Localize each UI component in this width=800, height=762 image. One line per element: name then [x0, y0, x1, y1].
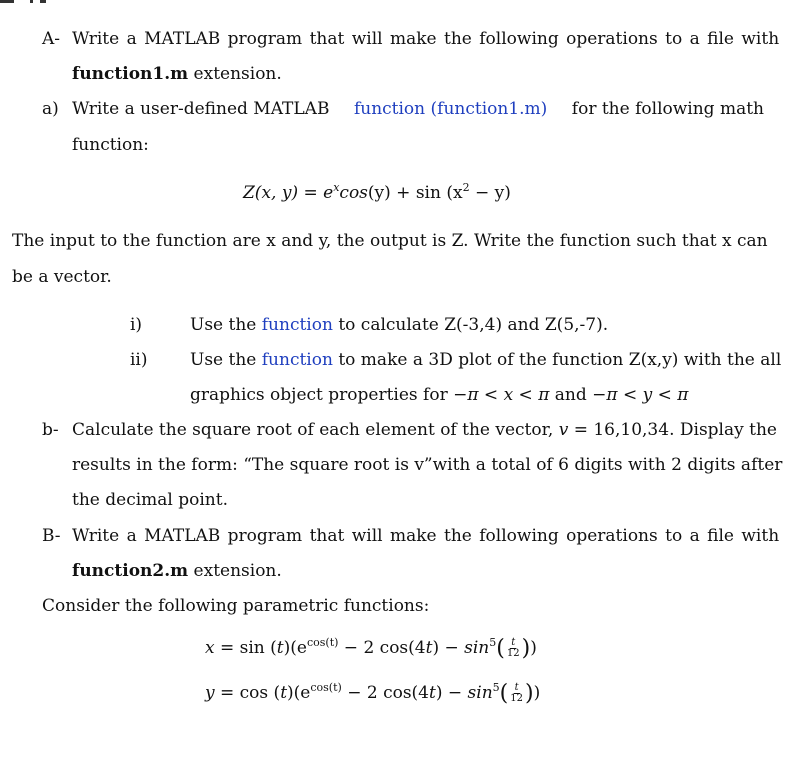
function1-link: function (function1.m)	[353, 99, 548, 119]
part-b-line1	[72, 419, 777, 441]
part-a-label: a)	[42, 99, 59, 119]
equation-y	[205, 682, 540, 705]
y-mid: )(e	[287, 683, 311, 703]
item-ii-function-link: function	[261, 350, 333, 370]
item-i-post: to calculate Z(-3,4) and Z(5,-7).	[332, 315, 609, 335]
item-i-function-link: function	[261, 315, 333, 335]
x-sin5: sin	[464, 638, 490, 658]
section-a-label: A-	[42, 29, 61, 49]
part-a-pre: Write a user-defined MATLAB	[72, 99, 330, 119]
y-lhs: y	[205, 683, 215, 703]
section-b-label: B-	[42, 526, 61, 546]
top-edge-mark	[40, 0, 46, 3]
item-ii-line2	[190, 384, 688, 406]
y-close-paren: )	[524, 681, 534, 706]
y-t2: t	[429, 683, 436, 703]
x-close: ) −	[432, 638, 465, 658]
y-minus: − 2 cos(4	[341, 683, 429, 703]
part-a-post: for the following math	[571, 99, 764, 119]
eq-tail: − y)	[469, 183, 511, 203]
y-open-paren: (	[499, 681, 509, 706]
x-t2: t	[425, 638, 433, 658]
x-mid: )(e	[283, 638, 307, 658]
y-close: ) −	[435, 683, 468, 703]
parametric-intro: Consider the following parametric functions:	[42, 596, 430, 616]
top-edge-mark	[0, 0, 14, 3]
input-text-line2: be a vector.	[12, 267, 112, 287]
filename-function2: function2.m	[72, 561, 189, 581]
equation-x	[205, 637, 537, 660]
part-b-line2: results in the form: “The square root is v”with a total of 6 digits with 2 digits after	[72, 455, 783, 475]
item-i-pre: Use the	[190, 315, 262, 335]
y-sin5: sin	[467, 683, 493, 703]
part-b-label: b-	[42, 420, 59, 440]
y-frac-num: t	[514, 682, 519, 693]
eq-cos: cos	[339, 183, 368, 203]
eq-cos-arg: (y) + sin (x	[367, 183, 463, 203]
section-a-line1	[72, 28, 780, 50]
part-a-line1	[72, 98, 764, 120]
x-frac-den: 12	[506, 648, 520, 659]
input-text-line1	[12, 230, 768, 252]
y-cos: = cos (	[214, 683, 281, 703]
y-end: )	[533, 683, 541, 703]
x-open-paren: (	[496, 636, 505, 661]
extension-text-2: extension.	[188, 561, 282, 581]
eq-exp-x: x	[333, 181, 340, 194]
filename-function1: function1.m	[72, 64, 189, 84]
eq-e: e	[323, 183, 334, 203]
eq-exp-2: 2	[462, 181, 470, 194]
section-a-line2	[72, 63, 282, 85]
x-end: )	[530, 638, 537, 658]
input-text: The input to the function are x and y, the output is Z. Write the function such that x can	[12, 231, 768, 251]
part-b-line3: the decimal point.	[72, 490, 228, 510]
item-ii-line2-pre: graphics object properties for	[190, 385, 454, 405]
range-y: −π < y < π	[592, 385, 689, 405]
item-ii-pre: Use the	[190, 350, 262, 370]
item-i-label: i)	[130, 315, 143, 335]
x-t: t	[276, 638, 284, 658]
x-lhs: x	[205, 638, 215, 658]
x-exp-cos: cos(t)	[306, 636, 339, 649]
range-x: −π < x < π	[453, 385, 550, 405]
x-close-paren: )	[521, 636, 531, 661]
section-b-text: Write a MATLAB program that will make the following operations to a file with	[72, 526, 780, 546]
part-b-pre: Calculate the square root of each element of the vector,	[72, 420, 559, 440]
item-ii-text	[190, 349, 781, 371]
item-ii-label: ii)	[130, 350, 148, 370]
section-b-line1	[72, 525, 780, 547]
x-sin: = sin (	[214, 638, 277, 658]
y-frac-den: 12	[510, 693, 523, 704]
item-ii-post: to make a 3D plot of the function Z(x,y) with the all	[332, 350, 782, 370]
y-exp-cos: cos(t)	[310, 681, 342, 694]
section-b-line2	[72, 560, 282, 582]
vector-v: v	[558, 420, 569, 440]
item-i-text	[190, 314, 608, 336]
y-fraction	[509, 683, 524, 704]
page-top-edge	[0, 0, 800, 4]
part-b-post: = 16,10,34. Display the	[568, 420, 777, 440]
x-minus: − 2 cos(4	[338, 638, 426, 658]
x-pow5: 5	[489, 636, 497, 649]
top-edge-mark	[30, 0, 33, 3]
extension-text: extension.	[188, 64, 282, 84]
x-frac-num: t	[511, 637, 516, 648]
eq-lhs: Z(x, y) =	[243, 183, 324, 203]
y-t: t	[280, 683, 288, 703]
equation-z	[243, 182, 511, 204]
y-pow5: 5	[492, 681, 500, 694]
section-a-text: Write a MATLAB program that will make the following operations to a file with	[72, 29, 780, 49]
x-fraction	[506, 638, 521, 659]
range-and: and	[549, 385, 593, 405]
part-a-line2: function:	[72, 135, 149, 155]
